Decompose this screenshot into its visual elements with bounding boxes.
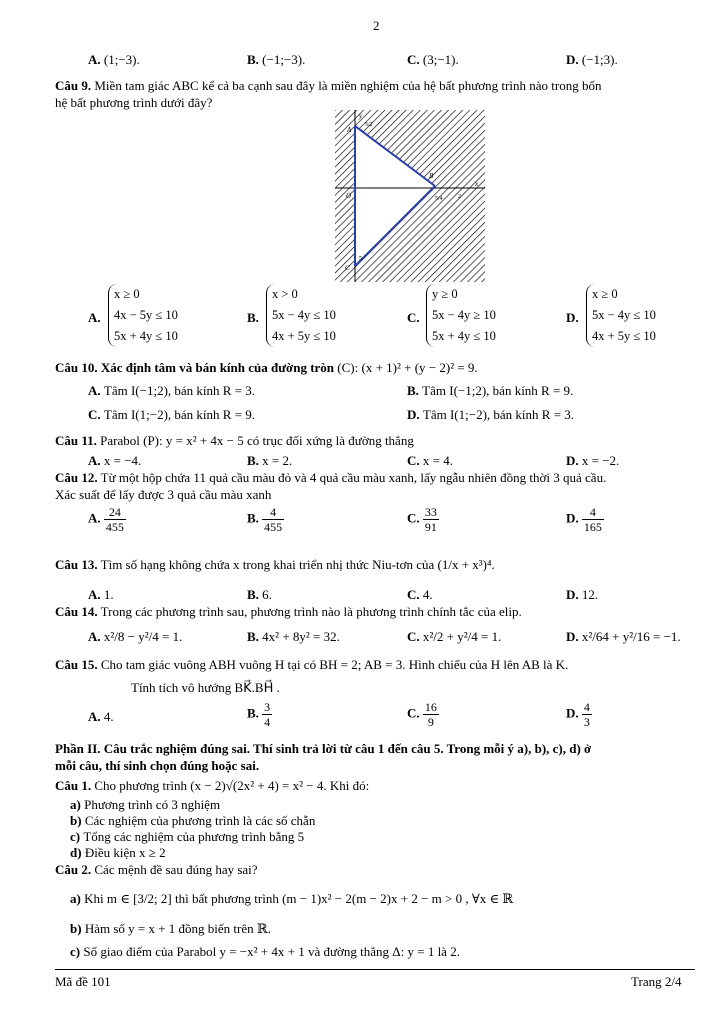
p2-q1-text: Câu 1. Cho phương trình (x − 2)√(2x² + 4) = x² − 4. Khi đó:	[55, 778, 370, 793]
p2-q2-c[interactable]: c) Số giao điểm của Parabol y = −x² + 4x + 1 và đường thẳng Δ: y = 1 là 2.	[70, 944, 460, 959]
q9-option-a[interactable]: x ≥ 0 4x − 5y ≤ 10 5x + 4y ≤ 10	[108, 284, 178, 347]
q10-option-c[interactable]: C. Tâm I(1;−2), bán kính R = 9.	[88, 407, 256, 422]
q9-option-c[interactable]: y ≥ 0 5x − 4y ≥ 10 5x + 4y ≤ 10	[426, 284, 496, 347]
q15-option-b[interactable]: B. $\frac{3}{4}$	[247, 700, 271, 729]
q9-option-a-label[interactable]: A.	[88, 310, 101, 325]
q15-text-line2: Tính tích vô hướng BK⃗.BH⃗ .	[131, 680, 280, 695]
q9-figure	[335, 110, 485, 282]
q9-option-d-label[interactable]: D.	[566, 310, 579, 325]
q13-option-d[interactable]: D. 12.	[566, 587, 599, 602]
q13-option-c[interactable]: C. 4.	[407, 587, 433, 602]
q10-option-b[interactable]: B. Tâm I(−1;2), bán kính R = 9.	[407, 383, 574, 398]
q12-option-c[interactable]: C. $\frac{33}{91}$	[407, 505, 437, 534]
q11-option-d[interactable]: D. x = −2.	[566, 453, 620, 468]
q9-option-b-label[interactable]: B.	[247, 310, 259, 325]
point-c-label: C	[345, 264, 350, 272]
q9-option-c-label[interactable]: C.	[407, 310, 420, 325]
q15-option-d[interactable]: D. $\frac{4}{3}$	[566, 700, 590, 729]
q9-option-b[interactable]: x > 0 5x − 4y ≤ 10 4x + 5y ≤ 10	[266, 284, 336, 347]
q14-option-c[interactable]: C. x²/2 + y²/4 = 1.	[407, 629, 502, 644]
q12-option-b[interactable]: B. $\frac{4}{455}$	[247, 505, 283, 534]
q14-option-b[interactable]: B. 4x² + 8y² = 32.	[247, 629, 340, 644]
x-label: x	[475, 180, 479, 188]
p2-q1-d[interactable]: d) Điều kiện x ≥ 2	[70, 845, 166, 860]
q12-option-d[interactable]: D. $\frac{4}{165}$	[566, 505, 602, 534]
q11-option-c[interactable]: C. x = 4.	[407, 453, 453, 468]
p2-q1-c[interactable]: c) Tổng các nghiệm của phương trình bằng 5	[70, 829, 305, 844]
tick-2-label: 2	[458, 194, 461, 200]
p2-q2-a-range: [3/2; 2]	[133, 891, 172, 906]
tick-5-2-label: 5/2	[365, 122, 373, 128]
tick-5-4-label: 5/4	[435, 196, 443, 202]
q13-text: Câu 13. Tìm số hạng không chứa x trong khai triển nhị thức Niu-tơn của (1/x + x³)⁴.	[55, 557, 495, 572]
q11-option-a[interactable]: A. x = −4.	[88, 453, 142, 468]
point-b-label: B	[429, 172, 434, 180]
q8-option-c[interactable]: C. (3;−1).	[407, 52, 459, 67]
q9-option-d[interactable]: x ≥ 0 5x − 4y ≤ 10 4x + 5y ≤ 10	[586, 284, 656, 347]
q15-option-a[interactable]: A. 4.	[88, 709, 114, 724]
q12-option-a[interactable]: A. $\frac{24}{455}$	[88, 505, 124, 534]
point-a-label: A	[347, 126, 352, 134]
q11-text: Câu 11. Parabol (P): y = x² + 4x − 5 có trục đối xứng là đường thẳng	[55, 433, 414, 448]
p2-q2-b[interactable]: b) Hàm số y = x + 1 đồng biến trên ℝ.	[70, 921, 271, 936]
q10-text: Câu 10. Xác định tâm và bán kính của đường tròn (C): (x + 1)² + (y − 2)² = 9.	[55, 360, 478, 375]
footer-page: Trang 2/4	[631, 974, 682, 989]
q10-option-a[interactable]: A. Tâm I(−1;2), bán kính R = 3.	[88, 383, 256, 398]
origin-label: O	[346, 192, 352, 200]
q10-option-d[interactable]: D. Tâm I(1;−2), bán kính R = 3.	[407, 407, 575, 422]
q11-option-b[interactable]: B. x = 2.	[247, 453, 293, 468]
footer-divider	[55, 969, 695, 970]
q9-text-line2: hệ bất phương trình dưới đây?	[55, 95, 213, 110]
q15-option-c[interactable]: C. $\frac{16}{9}$	[407, 700, 437, 729]
q13-option-b[interactable]: B. 6.	[247, 587, 272, 602]
part2-title-line2: mỗi câu, thí sinh chọn đúng hoặc sai.	[55, 758, 260, 773]
q12-text-line1: Câu 12. Từ một hộp chứa 11 quả cầu màu đỏ và 4 quả cầu màu xanh, lấy ngẫu nhiên đồng thời 3 quả cầu.	[55, 470, 607, 485]
p2-q1-b[interactable]: b) Các nghiệm của phương trình là các số chẵn	[70, 813, 316, 828]
footer-exam-code: Mã đề 101	[55, 974, 111, 989]
p2-q2-text: Câu 2. Các mệnh đề sau đúng hay sai?	[55, 862, 258, 877]
q9-text-line1: Câu 9. Miền tam giác ABC kể cả ba cạnh sau đây là miền nghiệm của hệ bất phương trình nào trong bốn	[55, 78, 602, 93]
q14-option-a[interactable]: A. x²/8 − y²/4 = 1.	[88, 629, 183, 644]
q14-text: Câu 14. Trong các phương trình sau, phương trình nào là phương trình chính tắc của elip.	[55, 604, 522, 619]
part2-title-line1: Phần II. Câu trắc nghiệm đúng sai. Thí sinh trả lời từ câu 1 đến câu 5. Trong mỗi ý a), b), c), d) ở	[55, 741, 592, 756]
q8-option-d[interactable]: D. (−1;3).	[566, 52, 618, 67]
q8-option-b[interactable]: B. (−1;−3).	[247, 52, 306, 67]
q8-option-a[interactable]: A. (1;−3).	[88, 52, 140, 67]
q13-expression: (1/x + x³)⁴.	[437, 557, 495, 572]
page-number: 2	[373, 18, 380, 33]
p2-q2-a[interactable]: a) Khi m ∈ [3/2; 2] thì bất phương trình (m − 1)x² − 2(m − 2)x + 2 − m > 0 , ∀x ∈ ℝ	[70, 891, 514, 906]
p2-q1-a[interactable]: a) Phương trình có 3 nghiệm	[70, 797, 221, 812]
y-label: y	[359, 112, 363, 120]
q14-option-d[interactable]: D. x²/64 + y²/16 = −1.	[566, 629, 681, 644]
tick-5-label: 5	[359, 256, 362, 262]
q13-option-a[interactable]: A. 1.	[88, 587, 114, 602]
q15-text-line1: Câu 15. Cho tam giác vuông ABH vuông H tại có BH = 2; AB = 3. Hình chiếu của H lên AB là K.	[55, 657, 569, 672]
q12-text-line2: Xác suất để lấy được 3 quả cầu màu xanh	[55, 487, 272, 502]
